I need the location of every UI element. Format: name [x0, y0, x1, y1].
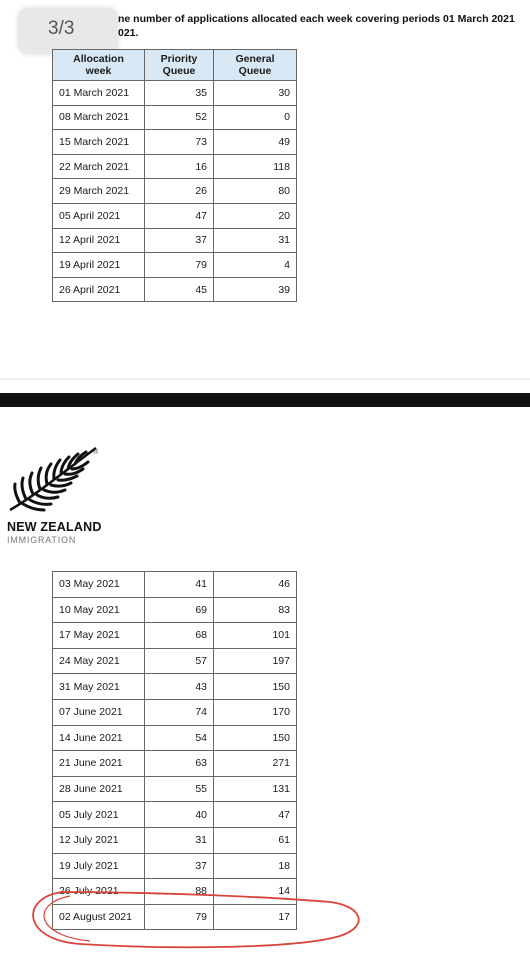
header-allocation-week: Allocation week [53, 50, 145, 81]
table-row [53, 277, 297, 302]
table-row [53, 253, 297, 278]
cell-week: 08 March 2021 [53, 105, 145, 130]
cell-general-queue: 61 [214, 827, 297, 853]
silver-fern-logo-icon [6, 440, 106, 520]
cell-week: 29 March 2021 [53, 179, 145, 204]
table-row [53, 179, 297, 204]
table-row [53, 228, 297, 253]
page-indicator-text: 3/3 [48, 18, 75, 39]
table-row [53, 725, 297, 751]
cell-week: 05 April 2021 [53, 203, 145, 228]
cell-general-queue: 17 [214, 904, 297, 930]
cell-week: 12 April 2021 [53, 228, 145, 253]
cell-general-queue: 4 [214, 253, 297, 278]
cell-general-queue: 83 [214, 597, 297, 623]
cell-general-queue: 18 [214, 853, 297, 879]
table-row [53, 154, 297, 179]
table-row [53, 648, 297, 674]
cell-priority-queue: 79 [145, 904, 214, 930]
cell-priority-queue: 88 [145, 879, 214, 905]
cell-priority-queue: 52 [145, 105, 214, 130]
cell-priority-queue: 47 [145, 203, 214, 228]
cell-general-queue: 20 [214, 203, 297, 228]
cell-week: 24 May 2021 [53, 648, 145, 674]
header-priority-queue: Priority Queue [145, 50, 214, 81]
cell-week: 28 June 2021 [53, 776, 145, 802]
cell-week: 22 March 2021 [53, 154, 145, 179]
cell-general-queue: 150 [214, 725, 297, 751]
cell-general-queue: 31 [214, 228, 297, 253]
cell-general-queue: 49 [214, 130, 297, 155]
cell-priority-queue: 79 [145, 253, 214, 278]
table-row [53, 827, 297, 853]
cell-priority-queue: 73 [145, 130, 214, 155]
page-break-shadow [0, 378, 530, 380]
cell-priority-queue: 26 [145, 179, 214, 204]
cell-week: 14 June 2021 [53, 725, 145, 751]
heading-line-2: 021. [118, 27, 139, 39]
table-row [53, 853, 297, 879]
cell-priority-queue: 41 [145, 572, 214, 598]
cell-week: 05 July 2021 [53, 802, 145, 828]
cell-priority-queue: 37 [145, 228, 214, 253]
cell-priority-queue: 16 [145, 154, 214, 179]
cell-priority-queue: 45 [145, 277, 214, 302]
cell-general-queue: 39 [214, 277, 297, 302]
table-row [53, 751, 297, 777]
table-row [53, 572, 297, 598]
cell-priority-queue: 74 [145, 699, 214, 725]
cell-general-queue: 80 [214, 179, 297, 204]
table-header-row [53, 50, 297, 81]
cell-priority-queue: 40 [145, 802, 214, 828]
cell-general-queue: 271 [214, 751, 297, 777]
cell-priority-queue: 55 [145, 776, 214, 802]
cell-priority-queue: 54 [145, 725, 214, 751]
table-row [53, 81, 297, 106]
table-row [53, 597, 297, 623]
cell-week: 12 July 2021 [53, 827, 145, 853]
table-row [53, 802, 297, 828]
cell-general-queue: 197 [214, 648, 297, 674]
page-divider [0, 393, 530, 407]
cell-general-queue: 118 [214, 154, 297, 179]
cell-general-queue: 0 [214, 105, 297, 130]
page-indicator-badge [18, 8, 118, 54]
table-row [53, 105, 297, 130]
cell-week: 19 July 2021 [53, 853, 145, 879]
allocation-table-top [52, 49, 297, 302]
cell-week: 26 July 2021 [53, 879, 145, 905]
cell-general-queue: 14 [214, 879, 297, 905]
logo-subtitle: IMMIGRATION [7, 535, 77, 545]
cell-priority-queue: 68 [145, 623, 214, 649]
table-row [53, 904, 297, 930]
cell-general-queue: 46 [214, 572, 297, 598]
cell-week: 19 April 2021 [53, 253, 145, 278]
cell-priority-queue: 69 [145, 597, 214, 623]
cell-priority-queue: 37 [145, 853, 214, 879]
cell-general-queue: 150 [214, 674, 297, 700]
cell-general-queue: 30 [214, 81, 297, 106]
cell-week: 03 May 2021 [53, 572, 145, 598]
table-row [53, 623, 297, 649]
cell-week: 07 June 2021 [53, 699, 145, 725]
cell-week: 01 March 2021 [53, 81, 145, 106]
table-row [53, 674, 297, 700]
registered-mark: ® [93, 449, 99, 456]
table-row [53, 776, 297, 802]
cell-week: 31 May 2021 [53, 674, 145, 700]
document-heading [118, 12, 518, 40]
cell-week: 21 June 2021 [53, 751, 145, 777]
cell-priority-queue: 31 [145, 827, 214, 853]
cell-priority-queue: 43 [145, 674, 214, 700]
table-row [53, 130, 297, 155]
header-general-queue: General Queue [214, 50, 297, 81]
cell-priority-queue: 35 [145, 81, 214, 106]
logo-title: NEW ZEALAND [7, 520, 102, 534]
cell-week: 10 May 2021 [53, 597, 145, 623]
table-row [53, 879, 297, 905]
cell-priority-queue: 57 [145, 648, 214, 674]
cell-week: 17 May 2021 [53, 623, 145, 649]
cell-general-queue: 47 [214, 802, 297, 828]
cell-week: 02 August 2021 [53, 904, 145, 930]
cell-general-queue: 101 [214, 623, 297, 649]
heading-line-1: ne number of applications allocated each week covering periods 01 March 2021 [118, 13, 515, 25]
cell-week: 26 April 2021 [53, 277, 145, 302]
cell-week: 15 March 2021 [53, 130, 145, 155]
cell-general-queue: 131 [214, 776, 297, 802]
allocation-table-bottom [52, 571, 297, 930]
cell-general-queue: 170 [214, 699, 297, 725]
table-row [53, 699, 297, 725]
cell-priority-queue: 63 [145, 751, 214, 777]
table-row [53, 203, 297, 228]
